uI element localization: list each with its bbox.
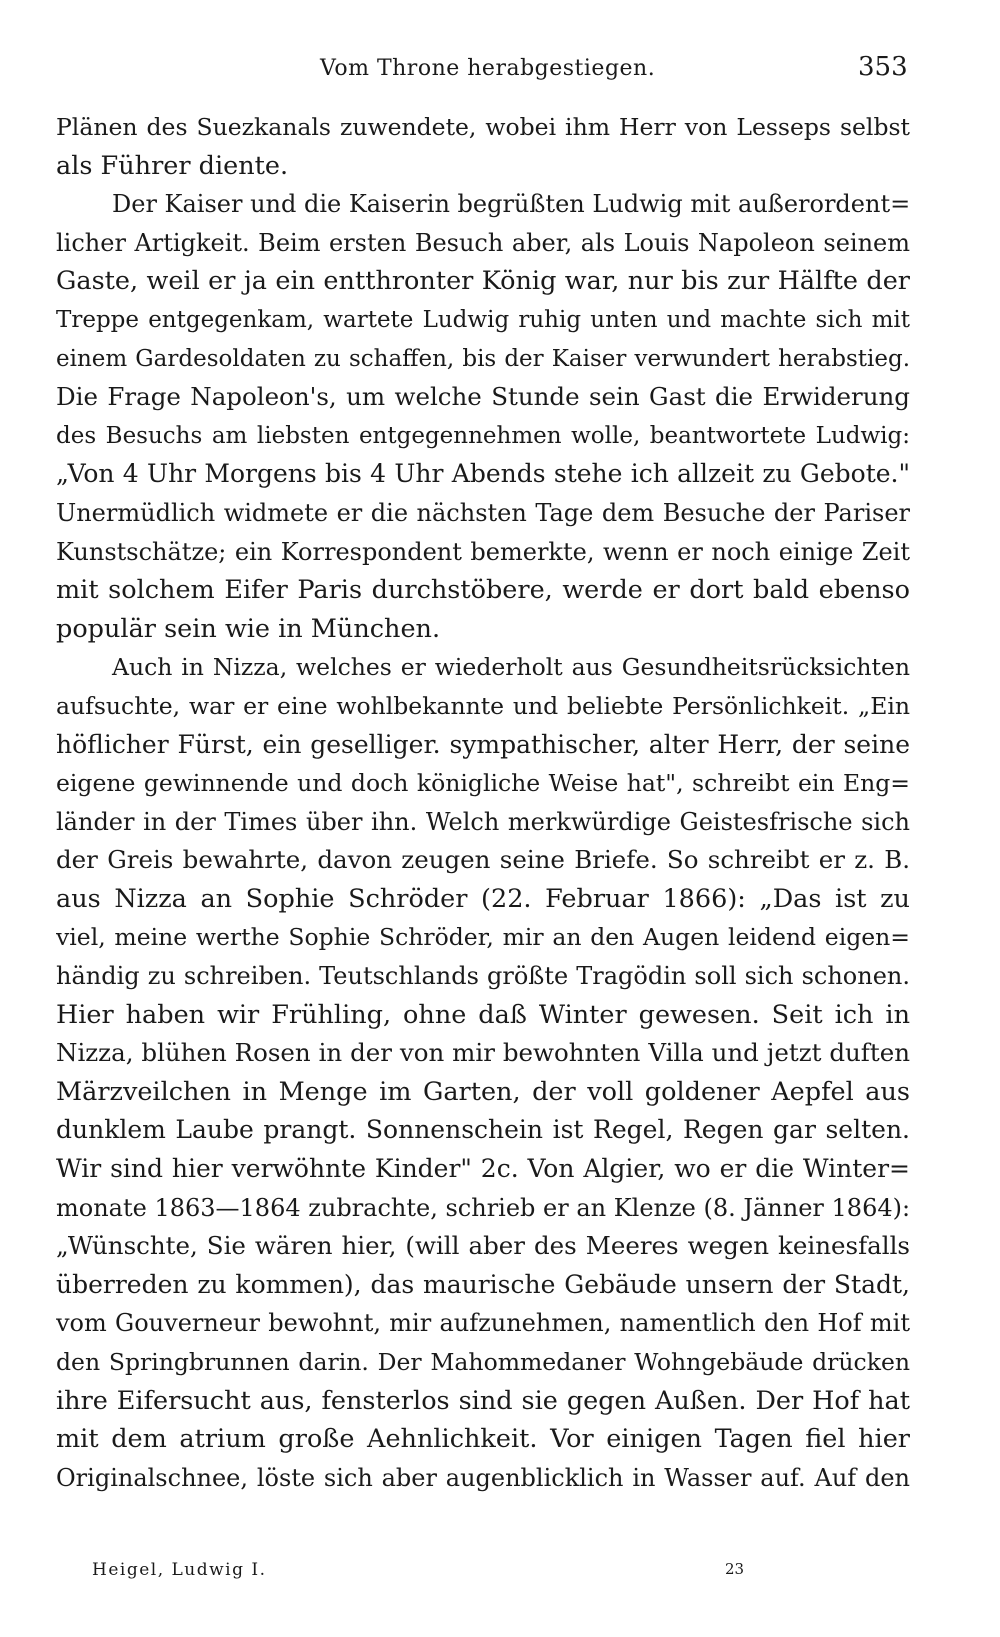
text-line: mit solchem Eifer Paris durchstöbere, werde er dort bald ebenso — [56, 575, 910, 606]
text-line: eigene gewinnende und doch königliche Weise hat", schreibt ein Eng= — [56, 769, 910, 798]
text-line: dunklem Laube prangt. Sonnenschein ist Regel, Regen gar selten. — [56, 1115, 910, 1145]
body-text — [56, 108, 910, 1497]
text-line: händig zu schreiben. Teutschlands größte Tragödin soll sich schonen. — [56, 962, 910, 991]
text-line: mit dem atrium große Aehnlichkeit. Vor einigen Tagen fiel hier — [56, 1424, 910, 1455]
text-line: Treppe entgegenkam, wartete Ludwig ruhig unten und machte sich mit — [56, 306, 910, 333]
text-line: den Springbrunnen darin. Der Mahommedaner Wohngebäude drücken — [56, 1348, 910, 1376]
text-line: Gaste, weil er ja ein entthronter König war, nur bis zur Hälfte der — [56, 266, 910, 297]
text-line: viel, meine werthe Sophie Schröder, mir an den Augen leidend eigen= — [56, 923, 910, 952]
running-title: Vom Throne herabgestiegen. — [320, 56, 656, 81]
footer-author: Heigel, Ludwig I. — [92, 1560, 267, 1580]
text-line: Originalschnee, löste sich aber augenblicklich in Wasser auf. Auf den — [56, 1463, 910, 1492]
text-line: Nizza, blühen Rosen in der von mir bewohnten Villa und jetzt duften — [56, 1038, 910, 1068]
text-line: als Führer diente. — [56, 150, 289, 181]
text-line: Wir sind hier verwöhnte Kinder" 2c. Von Algier, wo er die Winter= — [56, 1154, 910, 1184]
text-line: des Besuchs am liebsten entgegennehmen wolle, beantwortete Ludwig: — [56, 422, 910, 449]
text-line: Hier haben wir Frühling, ohne daß Winter gewesen. Seit ich in — [56, 999, 910, 1030]
text-line: Unermüdlich widmete er die nächsten Tage dem Besuche der Pariser — [56, 498, 910, 527]
text-line: höflicher Fürst, ein geselliger. sympathischer, alter Herr, der seine — [56, 729, 910, 759]
text-line: ihre Eifersucht aus, fensterlos sind sie gegen Außen. Der Hof hat — [56, 1385, 910, 1416]
text-line: licher Artigkeit. Beim ersten Besuch aber, als Louis Napoleon seinem — [56, 228, 910, 257]
signature-mark: 23 — [725, 1560, 745, 1578]
page-footer — [0, 1560, 1000, 1590]
text-line: populär sein wie in München. — [56, 613, 441, 644]
text-line: einem Gardesoldaten zu schaffen, bis der Kaiser verwundert herabstieg. — [56, 345, 910, 372]
text-line: aufsuchte, war er eine wohlbekannte und beliebte Persönlichkeit. „Ein — [56, 691, 910, 720]
running-head — [0, 48, 1000, 88]
text-line: Der Kaiser und die Kaiserin begrüßten Ludwig mit außerordent= — [112, 190, 910, 219]
text-line: Auch in Nizza, welches er wiederholt aus Gesundheitsrücksichten — [112, 653, 910, 682]
text-line: „Von 4 Uhr Morgens bis 4 Uhr Abends stehe ich allzeit zu Gebote." — [56, 459, 910, 489]
page-number: 353 — [858, 52, 908, 82]
text-line: überreden zu kommen), das maurische Gebäude unsern der Stadt, — [56, 1269, 910, 1299]
text-line: der Greis bewahrte, davon zeugen seine Briefe. So schreibt er z. B. — [56, 845, 910, 875]
text-line: Märzveilchen in Menge im Garten, der voll goldener Aepfel aus — [56, 1076, 910, 1107]
text-line: länder in der Times über ihn. Welch merkwürdige Geistesfrische sich — [56, 807, 910, 836]
text-line: Plänen des Suezkanals zuwendete, wobei ihm Herr von Lesseps selbst — [56, 113, 910, 141]
text-line: „Wünschte, Sie wären hier, (will aber des Meeres wegen keinesfalls — [56, 1231, 910, 1261]
text-line: monate 1863—1864 zubrachte, schrieb er an Klenze (8. Jänner 1864): — [56, 1193, 910, 1222]
text-line: aus Nizza an Sophie Schröder (22. Februar 1866): „Das ist zu — [56, 883, 910, 914]
text-line: Die Frage Napoleon's, um welche Stunde sein Gast die Erwiderung — [56, 382, 910, 412]
text-line: vom Gouverneur bewohnt, mir aufzunehmen, namentlich den Hof mit — [56, 1309, 910, 1338]
text-line: Kunstschätze; ein Korrespondent bemerkte, wenn er noch einige Zeit — [56, 537, 910, 566]
